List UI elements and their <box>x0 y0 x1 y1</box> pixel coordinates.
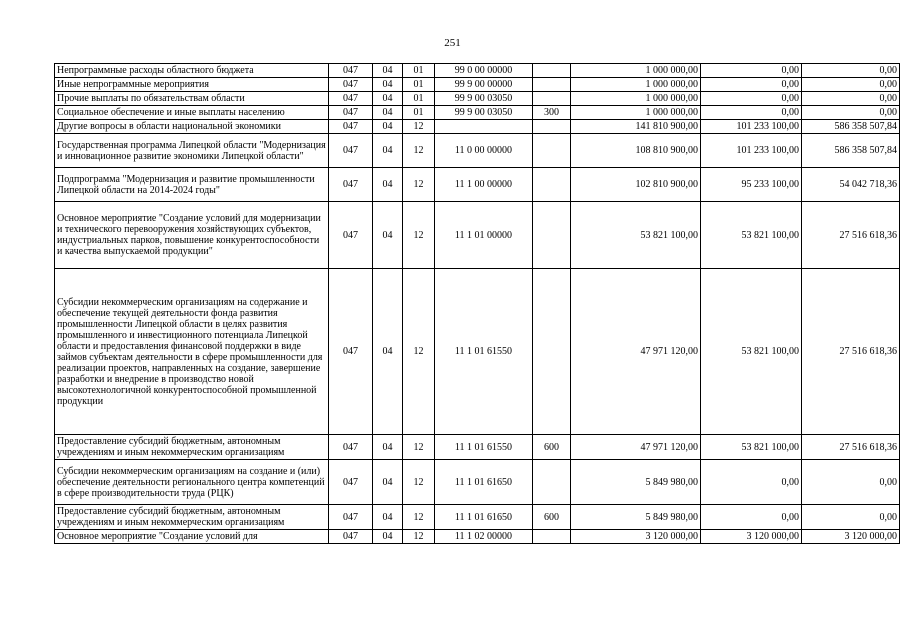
row-expense-type <box>533 269 571 435</box>
table-row <box>55 64 900 78</box>
row-amount-year3: 586 358 507,84 <box>802 134 900 168</box>
row-section: 04 <box>373 202 403 269</box>
row-admin-code: 047 <box>329 134 373 168</box>
row-expense-type <box>533 168 571 202</box>
row-amount-year1: 1 000 000,00 <box>571 106 701 120</box>
row-amount-year3: 0,00 <box>802 505 900 530</box>
row-section: 04 <box>373 269 403 435</box>
row-target-article: 11 1 01 61550 <box>435 435 533 460</box>
row-amount-year1: 5 849 980,00 <box>571 505 701 530</box>
row-amount-year2: 0,00 <box>701 92 802 106</box>
row-amount-year3: 27 516 618,36 <box>802 269 900 435</box>
row-target-article: 99 9 00 03050 <box>435 92 533 106</box>
row-section: 04 <box>373 64 403 78</box>
row-name: Предоставление субсидий бюджетным, автономным учреждениям и иным некоммерческим организациям <box>55 435 329 460</box>
row-amount-year2: 53 821 100,00 <box>701 269 802 435</box>
row-target-article: 11 0 00 00000 <box>435 134 533 168</box>
row-target-article: 11 1 01 00000 <box>435 202 533 269</box>
row-section: 04 <box>373 134 403 168</box>
row-amount-year3: 586 358 507,84 <box>802 120 900 134</box>
row-subsection: 01 <box>403 78 435 92</box>
row-target-article <box>435 120 533 134</box>
row-amount-year1: 47 971 120,00 <box>571 435 701 460</box>
budget-table <box>54 63 900 544</box>
table-row <box>55 269 900 435</box>
row-subsection: 01 <box>403 92 435 106</box>
table-row <box>55 78 900 92</box>
row-amount-year1: 3 120 000,00 <box>571 530 701 544</box>
row-amount-year3: 3 120 000,00 <box>802 530 900 544</box>
row-expense-type <box>533 530 571 544</box>
row-subsection: 12 <box>403 435 435 460</box>
row-name: Субсидии некоммерческим организациям на создание и (или) обеспечение деятельности регионального центра компетенций в сфере производительности труда (РЦК) <box>55 460 329 505</box>
row-admin-code: 047 <box>329 505 373 530</box>
row-admin-code: 047 <box>329 460 373 505</box>
row-expense-type <box>533 78 571 92</box>
row-subsection: 12 <box>403 269 435 435</box>
row-amount-year1: 5 849 980,00 <box>571 460 701 505</box>
row-amount-year2: 95 233 100,00 <box>701 168 802 202</box>
row-subsection: 12 <box>403 505 435 530</box>
row-subsection: 12 <box>403 120 435 134</box>
row-name: Основное мероприятие "Создание условий для модернизации и технического перевооружения хозяйствующих субъектов, индустриальных парков, повышение конкурентоспособности и качества выпускаемой продукции" <box>55 202 329 269</box>
row-admin-code: 047 <box>329 78 373 92</box>
row-amount-year2: 53 821 100,00 <box>701 202 802 269</box>
row-section: 04 <box>373 505 403 530</box>
row-amount-year3: 27 516 618,36 <box>802 202 900 269</box>
row-expense-type <box>533 460 571 505</box>
row-amount-year3: 0,00 <box>802 460 900 505</box>
row-subsection: 12 <box>403 460 435 505</box>
row-expense-type <box>533 92 571 106</box>
row-amount-year2: 0,00 <box>701 106 802 120</box>
row-amount-year3: 54 042 718,36 <box>802 168 900 202</box>
row-amount-year2: 0,00 <box>701 64 802 78</box>
row-amount-year1: 47 971 120,00 <box>571 269 701 435</box>
row-admin-code: 047 <box>329 92 373 106</box>
row-amount-year3: 0,00 <box>802 64 900 78</box>
row-section: 04 <box>373 168 403 202</box>
row-admin-code: 047 <box>329 530 373 544</box>
table-row <box>55 92 900 106</box>
row-name: Предоставление субсидий бюджетным, автономным учреждениям и иным некоммерческим организациям <box>55 505 329 530</box>
row-target-article: 11 1 01 61650 <box>435 505 533 530</box>
row-target-article: 11 1 01 61550 <box>435 269 533 435</box>
row-amount-year1: 1 000 000,00 <box>571 92 701 106</box>
row-admin-code: 047 <box>329 435 373 460</box>
row-admin-code: 047 <box>329 269 373 435</box>
row-expense-type <box>533 202 571 269</box>
row-name: Подпрограмма "Модернизация и развитие промышленности Липецкой области на 2014-2024 годы" <box>55 168 329 202</box>
row-section: 04 <box>373 120 403 134</box>
row-expense-type <box>533 64 571 78</box>
row-amount-year2: 53 821 100,00 <box>701 435 802 460</box>
row-subsection: 12 <box>403 134 435 168</box>
row-amount-year1: 102 810 900,00 <box>571 168 701 202</box>
row-amount-year2: 0,00 <box>701 505 802 530</box>
row-amount-year3: 0,00 <box>802 92 900 106</box>
row-name: Прочие выплаты по обязательствам области <box>55 92 329 106</box>
row-section: 04 <box>373 106 403 120</box>
row-amount-year1: 108 810 900,00 <box>571 134 701 168</box>
row-amount-year1: 1 000 000,00 <box>571 64 701 78</box>
table-row <box>55 530 900 544</box>
row-name: Другие вопросы в области национальной экономики <box>55 120 329 134</box>
row-admin-code: 047 <box>329 64 373 78</box>
table-row <box>55 134 900 168</box>
row-target-article: 99 9 00 03050 <box>435 106 533 120</box>
table-row <box>55 202 900 269</box>
row-amount-year2: 0,00 <box>701 78 802 92</box>
row-amount-year2: 101 233 100,00 <box>701 120 802 134</box>
row-name: Социальное обеспечение и иные выплаты населению <box>55 106 329 120</box>
row-name: Иные непрограммные мероприятия <box>55 78 329 92</box>
row-admin-code: 047 <box>329 120 373 134</box>
row-name: Основное мероприятие "Создание условий для <box>55 530 329 544</box>
row-admin-code: 047 <box>329 202 373 269</box>
table-row <box>55 460 900 505</box>
row-amount-year2: 101 233 100,00 <box>701 134 802 168</box>
row-expense-type <box>533 120 571 134</box>
row-target-article: 99 0 00 00000 <box>435 64 533 78</box>
row-target-article: 99 9 00 00000 <box>435 78 533 92</box>
row-name: Государственная программа Липецкой области "Модернизация и инновационное развитие экономики Липецкой области" <box>55 134 329 168</box>
row-amount-year2: 3 120 000,00 <box>701 530 802 544</box>
row-subsection: 12 <box>403 202 435 269</box>
page-number: 251 <box>444 37 461 49</box>
row-amount-year2: 0,00 <box>701 460 802 505</box>
row-expense-type: 300 <box>533 106 571 120</box>
row-subsection: 01 <box>403 64 435 78</box>
row-section: 04 <box>373 530 403 544</box>
row-section: 04 <box>373 92 403 106</box>
row-expense-type <box>533 134 571 168</box>
table-row <box>55 106 900 120</box>
row-admin-code: 047 <box>329 168 373 202</box>
row-target-article: 11 1 00 00000 <box>435 168 533 202</box>
row-admin-code: 047 <box>329 106 373 120</box>
row-section: 04 <box>373 460 403 505</box>
row-amount-year1: 53 821 100,00 <box>571 202 701 269</box>
row-name: Непрограммные расходы областного бюджета <box>55 64 329 78</box>
row-section: 04 <box>373 435 403 460</box>
row-expense-type: 600 <box>533 505 571 530</box>
row-name: Субсидии некоммерческим организациям на содержание и обеспечение текущей деятельности фонда развития промышленности Липецкой области в целях развития промышленного и инвестиционного потенциала Липецкой области и предоставления финансовой поддержки в виде займов субъектам деятельности в сфере промышленности для реализации проектов, направленных на создание, завершение разработки и внедрение в производство новой высокотехнологичной конкурентоспособной промышленной продукции <box>55 269 329 435</box>
row-amount-year1: 1 000 000,00 <box>571 78 701 92</box>
row-subsection: 12 <box>403 168 435 202</box>
table-row <box>55 505 900 530</box>
row-expense-type: 600 <box>533 435 571 460</box>
row-subsection: 01 <box>403 106 435 120</box>
row-amount-year3: 0,00 <box>802 106 900 120</box>
row-target-article: 11 1 01 61650 <box>435 460 533 505</box>
row-subsection: 12 <box>403 530 435 544</box>
row-target-article: 11 1 02 00000 <box>435 530 533 544</box>
row-amount-year1: 141 810 900,00 <box>571 120 701 134</box>
table-row <box>55 120 900 134</box>
row-amount-year3: 27 516 618,36 <box>802 435 900 460</box>
table-row <box>55 168 900 202</box>
table-row <box>55 435 900 460</box>
row-section: 04 <box>373 78 403 92</box>
row-amount-year3: 0,00 <box>802 78 900 92</box>
